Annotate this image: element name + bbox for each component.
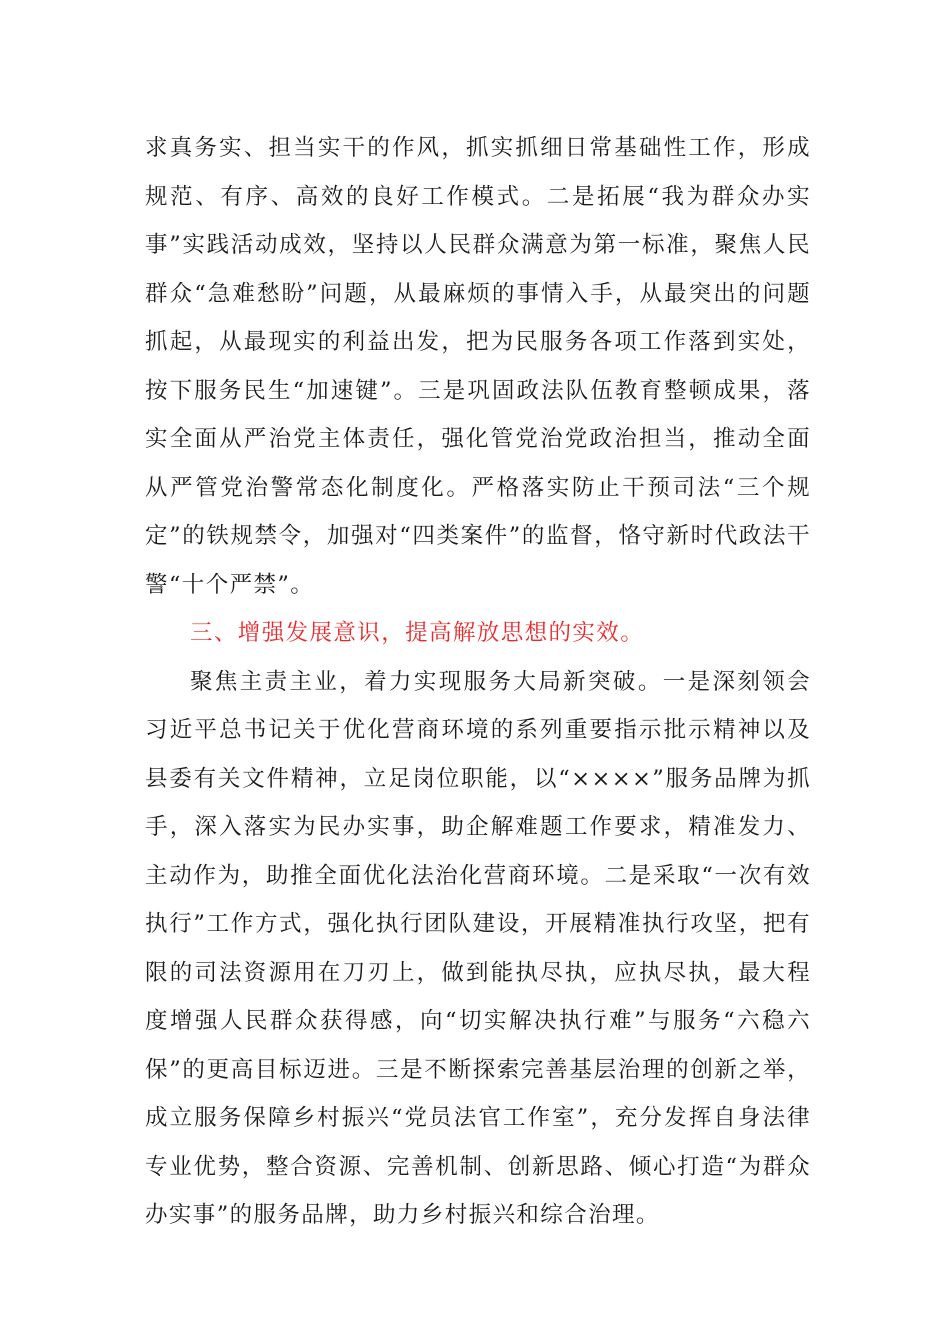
document-body [145, 124, 811, 1240]
paragraph-continuation: 求真务实、担当实干的作风，抓实抓细日常基础性工作，形成规范、有序、高效的良好工作模式。二是拓展“我为群众办实事”实践活动成效，坚持以人民群众满意为第一标准，聚焦人民群众“急难愁盼”问题，从最麻烦的事情入手，从最突出的问题抓起，从最现实的利益出发，把为民服务各项工作落到实处，按下服务民生“加速键”。三是巩固政法队伍教育整顿成果，落实全面从严治党主体责任，强化管党治党政治担当，推动全面从严管党治警常态化制度化。严格落实防止干预司法“三个规定”的铁规禁令，加强对“四类案件”的监督，恪守新时代政法干警“十个严禁”。 [145, 135, 811, 598]
section-heading: 三、增强发展意识，提高解放思想的实效。 [190, 620, 645, 646]
paragraph-section-three: 聚焦主责主业，着力实现服务大局新突破。一是深刻领会习近平总书记关于优化营商环境的系列重要指示批示精神以及县委有关文件精神，立足岗位职能，以“××××”服务品牌为抓手，深入落实为民办实事，助企解难题工作要求，精准发力、主动作为，助推全面优化法治化营商环境。二是采取“一次有效执行”工作方式，强化执行团队建设，开展精准执行攻坚，把有限的司法资源用在刀刃上，做到能执尽执，应执尽执，最大程度增强人民群众获得感，向“切实解决执行难”与服务“六稳六保”的更高目标迈进。三是不断探索完善基层治理的创新之举，成立服务保障乡村振兴“党员法官工作室”，充分发挥自身法律专业优势，整合资源、完善机制、创新思路、倾心打造“为群众办实事”的服务品牌，助力乡村振兴和综合治理。 [145, 668, 811, 1228]
